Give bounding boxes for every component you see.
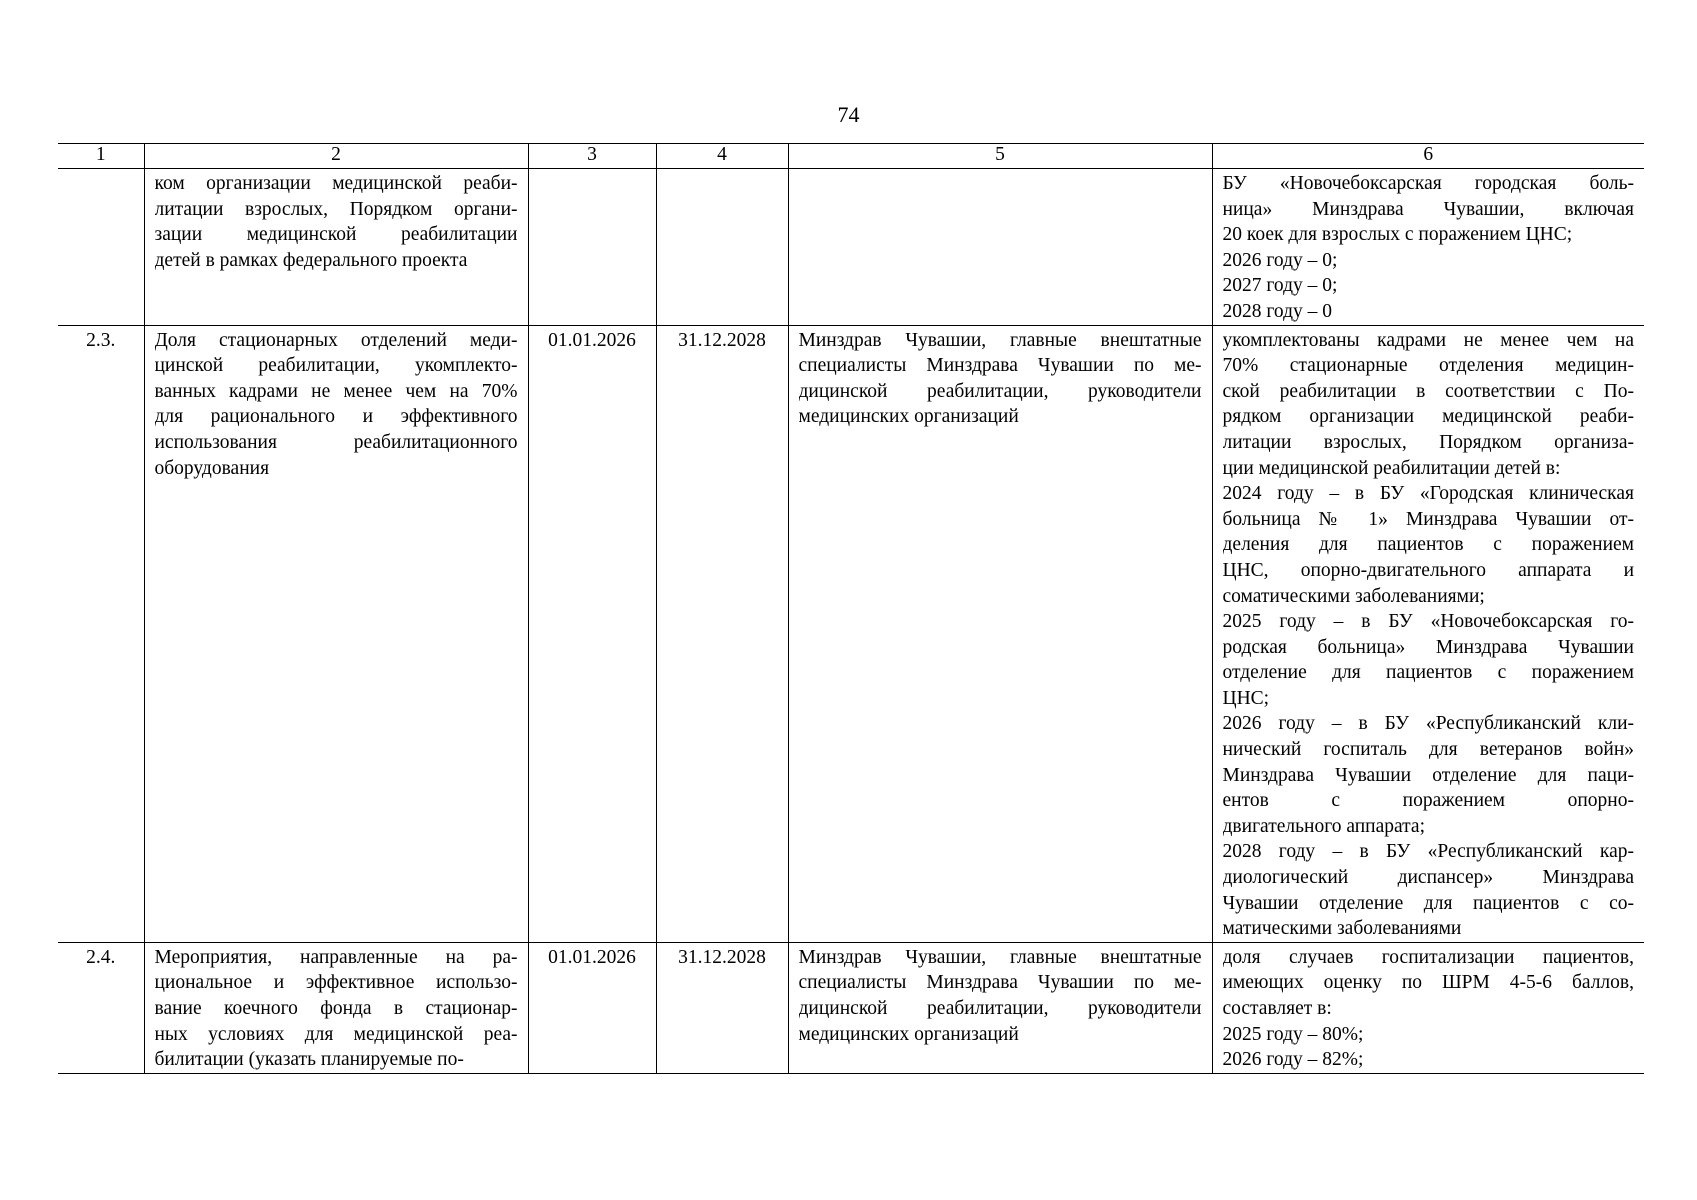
table-row (58, 942, 1644, 1073)
text-line: укомплектованы кадрами не менее чем на (1222, 329, 1634, 351)
text-line: ской реабилитации в соответствии с По- (1222, 380, 1634, 402)
text-line: 2028 году – 0 (1222, 300, 1332, 322)
responsible-cell (788, 169, 1212, 326)
end-date-cell (656, 942, 788, 1073)
item-number-cell-text (68, 169, 134, 171)
text-line: для рационального и эффективного (154, 406, 518, 428)
column-header: 2 (144, 144, 528, 169)
result-cell (1212, 325, 1644, 942)
text-line: детей в рамках федерального проекта (154, 249, 468, 271)
text-line: БУ «Новочебоксарская городская боль- (1222, 173, 1634, 194)
start-date-cell (528, 169, 656, 326)
text-line: 70% стационарные отделения медицин- (1222, 355, 1634, 377)
text-line: 2027 году – 0; (1222, 275, 1338, 297)
start-date-cell-text: 01.01.2026 (548, 329, 636, 351)
column-header: 3 (528, 144, 656, 169)
text-line: 2025 году – 80%; (1222, 1023, 1364, 1045)
text-line: циональное и эффективное использо- (154, 972, 518, 994)
text-line: рядком организации медицинской реаби- (1222, 406, 1634, 428)
item-number-cell-text: 2.4. (86, 946, 116, 968)
plan-table (58, 143, 1644, 1074)
text-line: 2024 году – в БУ «Городская клиническая (1222, 483, 1634, 505)
text-line: Минздрав Чувашии, главные внештатные (798, 946, 1202, 968)
column-header: 4 (656, 144, 788, 169)
text-line: ЦНС; (1222, 687, 1270, 709)
text-line: диологический диспансер» Минздрава (1222, 867, 1634, 889)
text-line: доля случаев госпитализации пациентов, (1222, 946, 1634, 968)
text-line: медицинских организаций (798, 1023, 1019, 1045)
text-line: 2026 году – в БУ «Республиканский кли- (1222, 713, 1634, 735)
column-header: 6 (1212, 144, 1644, 169)
result-cell (1212, 942, 1644, 1073)
end-date-cell (656, 169, 788, 326)
measure-cell (144, 325, 528, 942)
text-line: Мероприятия, направленные на ра- (154, 946, 518, 968)
start-date-cell (528, 325, 656, 942)
text-line: матическими заболеваниями (1222, 918, 1462, 940)
table-row (58, 325, 1644, 942)
text-line: цинской реабилитации, укомплекто- (154, 355, 518, 377)
text-line: билитации (указать планируемые по- (154, 1049, 464, 1071)
end-date-cell-text: 31.12.2028 (678, 329, 766, 351)
text-line: дицинской реабилитации, руководители (798, 998, 1202, 1019)
text-line: имеющих оценку по ШРМ 4-5-6 баллов, (1222, 972, 1634, 994)
text-line: ентов с поражением опорно- (1222, 790, 1634, 812)
text-line: 20 коек для взрослых с поражением ЦНС; (1222, 224, 1573, 246)
text-line: больница № 1» Минздрава Чувашии от- (1222, 508, 1634, 530)
text-line: деления для пациентов с поражением (1222, 534, 1634, 556)
text-line: ванных кадрами не менее чем на 70% (154, 380, 518, 402)
text-line: отделение для пациентов с поражением (1222, 662, 1634, 684)
text-line: литации взрослых, Порядком органи- (154, 198, 518, 220)
text-line: составляет в: (1222, 998, 1332, 1019)
page-number: 74 (837, 102, 860, 127)
text-line: Чувашии отделение для пациентов с со- (1222, 892, 1634, 914)
column-header: 5 (788, 144, 1212, 169)
text-line: Доля стационарных отделений меди- (154, 329, 518, 351)
text-line: ком организации медицинской реаби- (154, 173, 518, 194)
start-date-cell-text: 01.01.2026 (548, 946, 636, 968)
text-line: Минздрава Чувашии отделение для паци- (1222, 764, 1634, 786)
text-line: 2028 году – в БУ «Республиканский кар- (1222, 841, 1634, 863)
text-line: нический госпиталь для ветеранов войн» (1222, 739, 1634, 761)
text-line: ции медицинской реабилитации детей в: (1222, 457, 1561, 479)
measure-cell (144, 942, 528, 1073)
end-date-cell-text (667, 169, 778, 171)
item-number-cell-text: 2.3. (86, 329, 116, 351)
text-line: 2025 году – в БУ «Новочебоксарская го- (1222, 611, 1634, 633)
text-line: ных условиях для медицинской реа- (154, 1023, 518, 1045)
text-line: соматическими заболеваниями; (1222, 585, 1485, 607)
text-line: зации медицинской реабилитации (154, 224, 518, 246)
header-row (58, 144, 1644, 169)
responsible-cell (788, 325, 1212, 942)
text-line: ница» Минздрава Чувашии, включая (1222, 198, 1634, 220)
text-line: специалисты Минздрава Чувашии по ме- (798, 355, 1202, 377)
item-number-cell (58, 325, 144, 942)
item-number-cell (58, 169, 144, 326)
start-date-cell-text (539, 169, 646, 171)
text-line: 2026 году – 0; (1222, 249, 1338, 271)
table-row (58, 169, 1644, 326)
text-line: 2026 году – 82%; (1222, 1049, 1364, 1071)
text-line: оборудования (154, 457, 270, 479)
text-line: вание коечного фонда в стационар- (154, 998, 518, 1019)
start-date-cell (528, 942, 656, 1073)
text-line: использования реабилитационного (154, 431, 518, 453)
text-line: дицинской реабилитации, руководители (798, 380, 1202, 402)
item-number-cell (58, 942, 144, 1073)
text-line: литации взрослых, Порядком организа- (1222, 431, 1634, 453)
measure-cell (144, 169, 528, 326)
column-header: 1 (58, 144, 144, 169)
text-line: ЦНС, опорно-двигательного аппарата и (1222, 559, 1634, 581)
text-line: родская больница» Минздрава Чувашии (1222, 636, 1634, 658)
end-date-cell (656, 325, 788, 942)
result-cell (1212, 169, 1644, 326)
text-line: Минздрав Чувашии, главные внештатные (798, 329, 1202, 351)
text-line: двигательного аппарата; (1222, 815, 1425, 837)
text-line: специалисты Минздрава Чувашии по ме- (798, 972, 1202, 994)
responsible-cell (788, 942, 1212, 1073)
end-date-cell-text: 31.12.2028 (678, 946, 766, 968)
text-line: медицинских организаций (798, 406, 1019, 428)
